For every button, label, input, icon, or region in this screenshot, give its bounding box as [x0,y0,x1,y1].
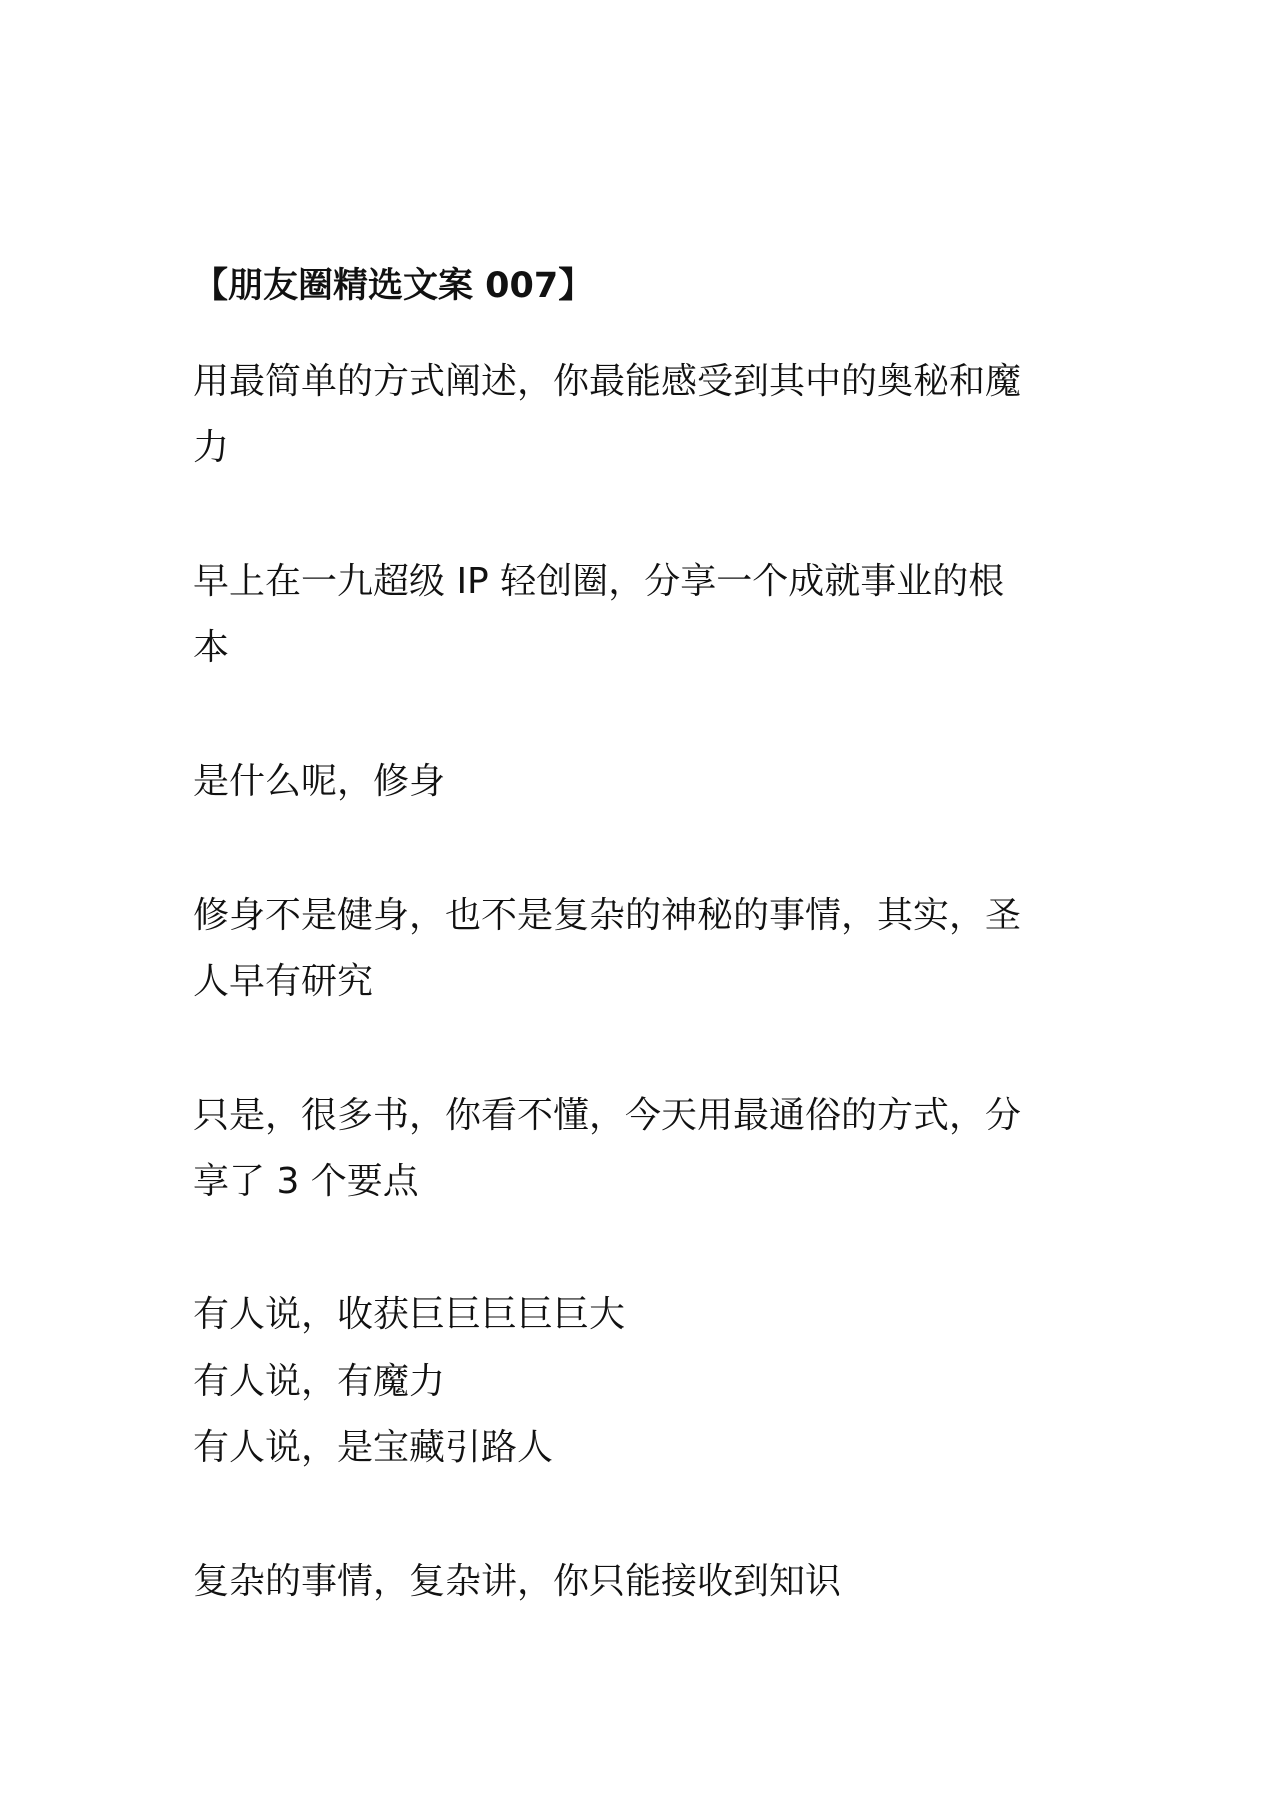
paragraph-line: 享了 3 个要点 [193,1161,419,1202]
paragraph-line: 力 [193,427,230,468]
paragraph-line: 修身不是健身，也不是复杂的神秘的事情，其实，圣 [193,895,1022,936]
paragraph-line: 只是，很多书，你看不懂，今天用最通俗的方式，分 [193,1095,1022,1136]
paragraph-line: 早上在一九超级 IP 轻创圈，分享一个成就事业的根 [193,561,1005,602]
paragraph-line: 是什么呢，修身 [193,761,446,802]
paragraph-line: 有人说，是宝藏引路人 [193,1427,554,1468]
document-title: 【朋友圈精选文案 007】 [193,266,594,306]
paragraph-line: 本 [193,627,230,668]
paragraph-line: 有人说，有魔力 [193,1361,446,1402]
paragraph-line: 人早有研究 [193,961,374,1002]
paragraph-line: 复杂的事情，复杂讲，你只能接收到知识 [193,1561,842,1602]
paragraph-line: 用最简单的方式阐述，你最能感受到其中的奥秘和魔 [193,361,1022,402]
paragraph-line: 有人说，收获巨巨巨巨巨大 [193,1294,626,1335]
